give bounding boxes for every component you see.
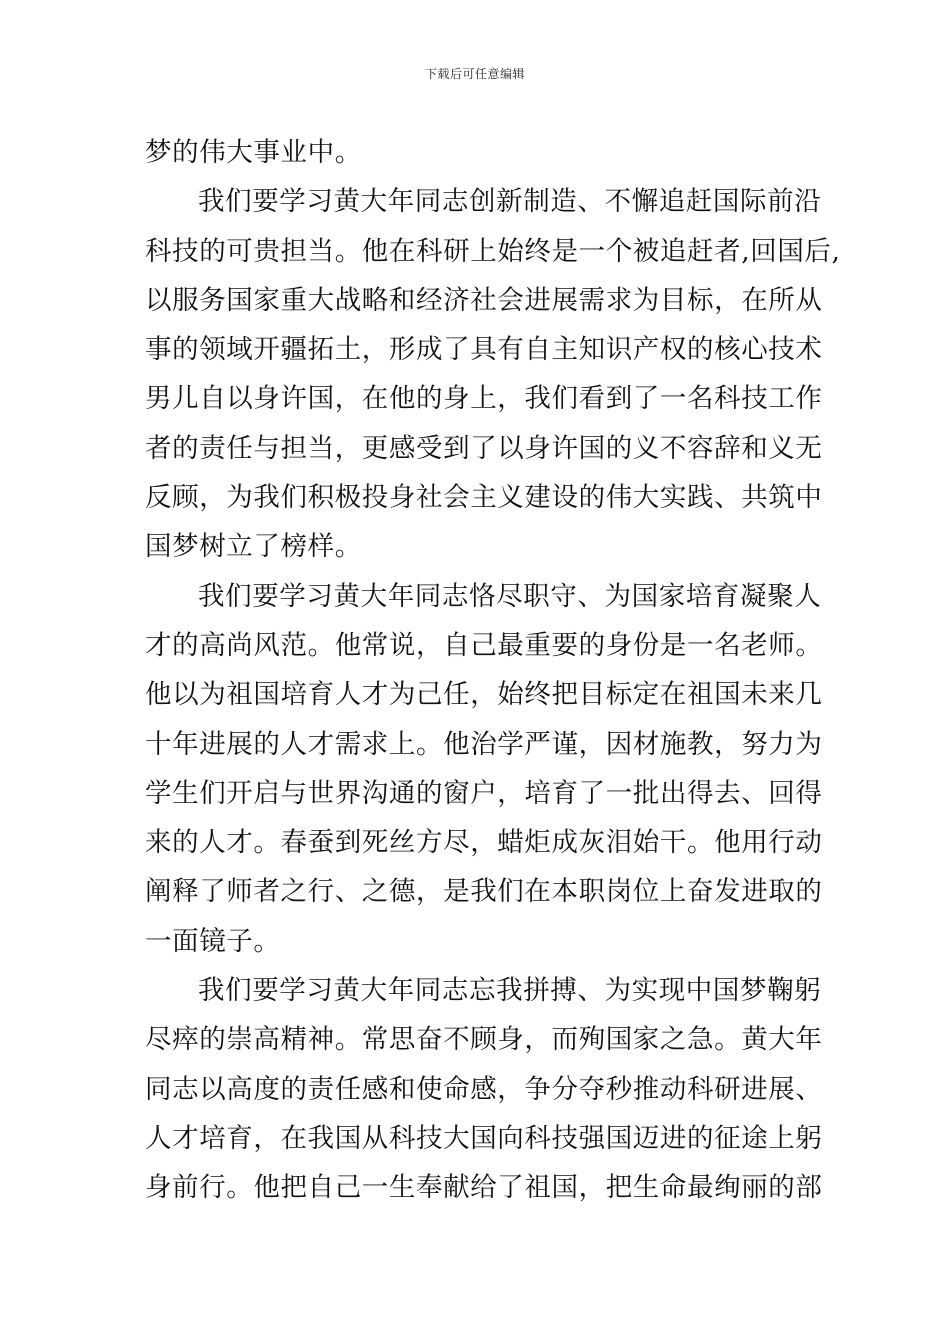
text-line: 十年进展的人才需求上。他治学严谨，因材施教，努力为: [145, 728, 823, 760]
text-line: 以服务国家重大战略和经济社会进展需求为目标，在所从: [145, 284, 823, 316]
text-line: 者的责任与担当，更感受到了以身许国的义不容辞和义无: [145, 432, 823, 464]
text-line: 身前行。他把自己一生奉献给了祖国，把生命最绚丽的部: [145, 1172, 823, 1204]
text-line: 尽瘁的崇高精神。常思奋不顾身，而殉国家之急。黄大年: [145, 1024, 823, 1056]
paragraph-first-line: 我们要学习黄大年同志忘我拼搏、为实现中国梦鞠躬: [198, 975, 822, 1007]
text-line: 来的人才。春蚕到死丝方尽，蜡炬成灰泪始干。他用行动: [145, 827, 823, 859]
text-line: 梦的伟大事业中。: [145, 137, 362, 168]
text-line: 一面镜子。: [145, 925, 281, 957]
text-line: 人才培育，在我国从科技大国向科技强国迈进的征途上躬: [145, 1122, 823, 1154]
paragraph-first-line: 我们要学习黄大年同志恪尽职守、为国家培育凝聚人: [198, 580, 822, 612]
text-line: 事的领域开疆拓土，形成了具有自主知识产权的核心技术: [145, 334, 823, 366]
text-line: 男儿自以身许国，在他的身上，我们看到了一名科技工作: [145, 383, 823, 415]
text-line: 国梦树立了榜样。: [145, 531, 362, 563]
text-line: 阐释了师者之行、之德，是我们在本职岗位上奋发进取的: [145, 876, 823, 908]
text-line: 才的高尚风范。他常说，自己最重要的身份是一名老师。: [145, 629, 823, 661]
text-line: 同志以高度的责任感和使命感，争分夺秒推动科研进展、: [145, 1073, 823, 1105]
paragraph-first-line: 我们要学习黄大年同志创新制造、不懈追赶国际前沿: [198, 186, 822, 218]
text-line: 反顾，为我们积极投身社会主义建设的伟大实践、共筑中: [145, 482, 823, 514]
page-header: 下载后可任意编辑: [424, 67, 525, 81]
body-text: [145, 128, 841, 1213]
text-line: 科技的可贵担当。他在科研上始终是一个被追赶者,回国后,: [145, 235, 841, 267]
text-line: 学生们开启与世界沟通的窗户，培育了一批出得去、回得: [145, 777, 823, 809]
text-line: 他以为祖国培育人才为己任，始终把目标定在祖国未来几: [145, 679, 823, 711]
